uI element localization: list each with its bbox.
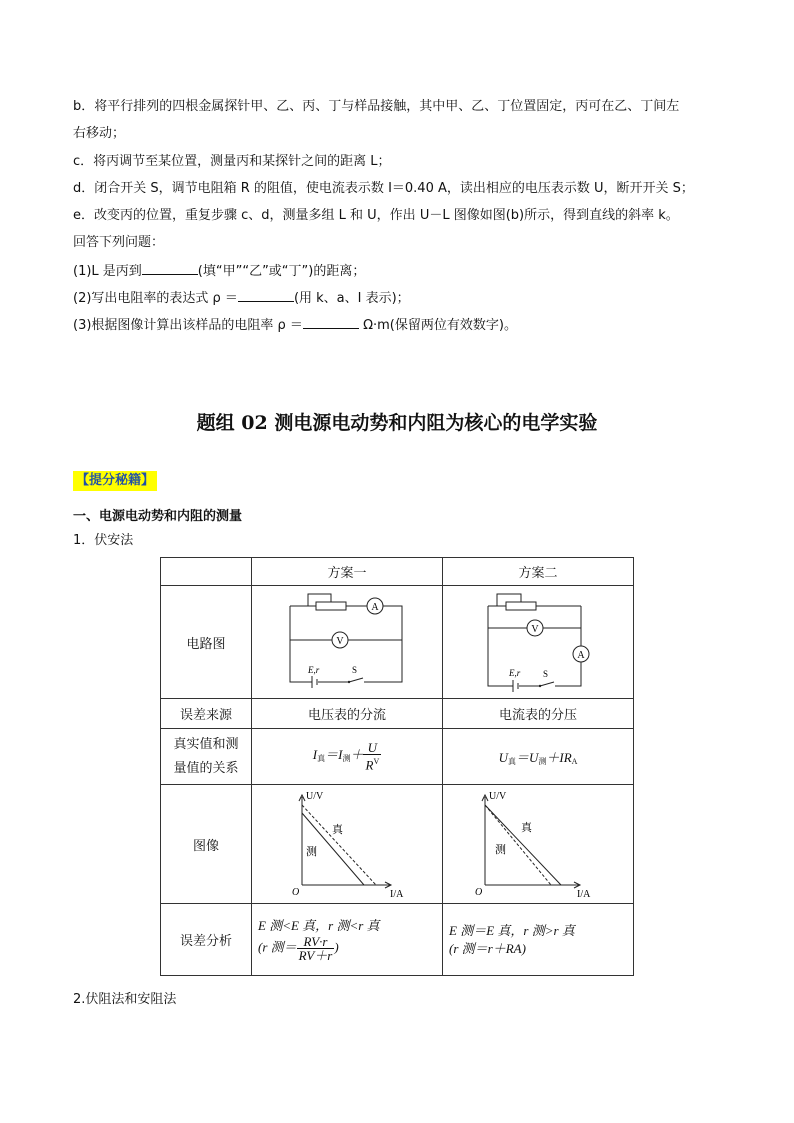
graph-2-svg [443,785,633,899]
q1-blank [142,262,198,275]
an1-post: ) [334,939,339,955]
f1-den-r: R [365,757,374,773]
row-label-circuit: 电路图 [161,586,252,699]
true-line [302,805,376,885]
analysis2-line1: E 测＝E 真，r 测>r 真 [449,922,575,938]
q1-post: (填“甲”“乙”或“丁”)的距离； [197,264,366,279]
graph2-measured-label: 测 [495,844,506,856]
relation-label-line1: 真实值和测 [173,736,239,752]
comparison-table [160,557,634,976]
question-2 [73,289,410,307]
source-label: E,r [308,665,320,675]
voltmeter-label-2: V [531,624,539,635]
f1-den [363,755,381,771]
f2-a: U [498,749,508,765]
formula-1 [312,740,381,773]
subsection-heading: 一、电源电动势和内阻的测量 [73,509,243,524]
relation-formula-1 [252,729,443,785]
circuit-diagram-1 [252,586,443,699]
step-e: e．改变丙的位置，重复步骤 c、d，测量多组 L 和 U，作出 U－L 图像如图(b)所示，得到直线的斜率 k。 [73,208,679,223]
analysis1-line1: E 测<E 真，r 测<r 真 [258,918,380,933]
question-1 [73,262,365,280]
f2-b: ＝U [515,749,539,765]
source-label-2: E,r [509,668,521,678]
q3-blank [303,316,359,329]
graph1-ylabel: U/V [306,791,324,802]
graph-plan-1 [252,785,443,904]
an1-num: RV·r [297,935,335,949]
f1-fraction [363,741,381,771]
step-b-line2: 右移动； [73,126,126,141]
f2-sub-true: 真 [507,756,516,766]
f1-eq: ＝I [325,747,343,763]
relation-formula-2 [443,729,634,785]
relation-label-line2: 量值的关系 [173,760,239,776]
row-label-graph: 图像 [161,785,252,904]
graph-1-svg [252,785,442,899]
f1-den-sub: V [373,757,380,767]
f1-num: U [363,741,381,755]
f1-sub-true: 真 [317,754,326,764]
circuit-2-svg [443,586,633,694]
q2-post: (用 k、a、I 表示)； [293,291,410,306]
tip-badge: 【提分秘籍】 [73,471,157,491]
header-plan-2: 方案二 [443,558,634,586]
q2-pre: (2)写出电阻率的表达式 ρ ＝ [73,291,238,306]
f1-plus: ＋ [350,747,364,763]
graph1-origin: O [292,887,300,898]
switch-label-2: S [543,669,549,679]
graph2-true-label: 真 [521,822,532,834]
graph1-xlabel: I/A [390,889,404,899]
analysis-plan-1 [252,904,443,976]
f2-sub-measured: 测 [538,756,547,766]
analysis-plan-2 [443,904,634,976]
graph2-origin: O [475,887,483,898]
q3-post: Ω·m(保留两位有效数字)。 [358,318,517,333]
formula-2 [499,750,578,765]
f2-c: ＋IR [546,749,572,765]
analysis1-line2 [258,935,442,962]
analysis2-line2: (r 测＝r＋RA) [449,940,526,956]
question-3 [73,316,517,334]
switch-label: S [352,665,358,675]
f1-lhs: I [312,747,318,763]
q3-pre: (3)根据图像计算出该样品的电阻率 ρ ＝ [73,318,303,333]
q1-pre: (1)L 是丙到 [73,264,142,279]
step-d: d．闭合开关 S，调节电阻箱 R 的阻值，使电流表示数 I＝0.40 A，读出相应的电压表示数 U，断开开关 S； [73,181,694,196]
answer-intro: 回答下列问题： [73,235,165,250]
step-b-line1: b．将平行排列的四根金属探针甲、乙、丙、丁与样品接触，其中甲、乙、丁位置固定，丙可在乙、丁间左 [73,99,680,114]
section-title: 题组 02 测电源电动势和内阻为核心的电学实验 [196,412,598,434]
an1-pre: (r 测＝ [258,939,297,955]
error-source-1: 电压表的分流 [252,699,443,729]
ammeter-label-2: A [577,650,585,661]
method-2-heading: 2.伏阻法和安阻法 [73,992,177,1007]
row-label-relation [161,729,252,785]
row-label-error-source: 误差来源 [161,699,252,729]
row-label-analysis: 误差分析 [161,904,252,976]
graph1-measured-label: 测 [306,846,317,858]
q2-blank [238,289,294,302]
f2-sub-a: A [571,756,578,766]
voltmeter-label: V [336,636,344,647]
circuit-1-svg [252,586,442,694]
an1-fraction [297,935,335,962]
f1-sub-measured: 测 [342,754,351,764]
ammeter-label: A [371,602,379,613]
header-plan-1: 方案一 [252,558,443,586]
method-1-heading: 1．伏安法 [73,533,134,548]
header-empty-cell [161,558,252,586]
step-c: c．将丙调节至某位置，测量丙和某探针之间的距离 L； [73,154,391,169]
error-source-2: 电流表的分压 [443,699,634,729]
graph2-ylabel: U/V [489,791,507,802]
graph2-xlabel: I/A [577,889,591,899]
graph1-true-label: 真 [332,824,343,836]
an1-den: RV＋r [298,948,333,963]
graph-plan-2 [443,785,634,904]
circuit-diagram-2 [443,586,634,699]
